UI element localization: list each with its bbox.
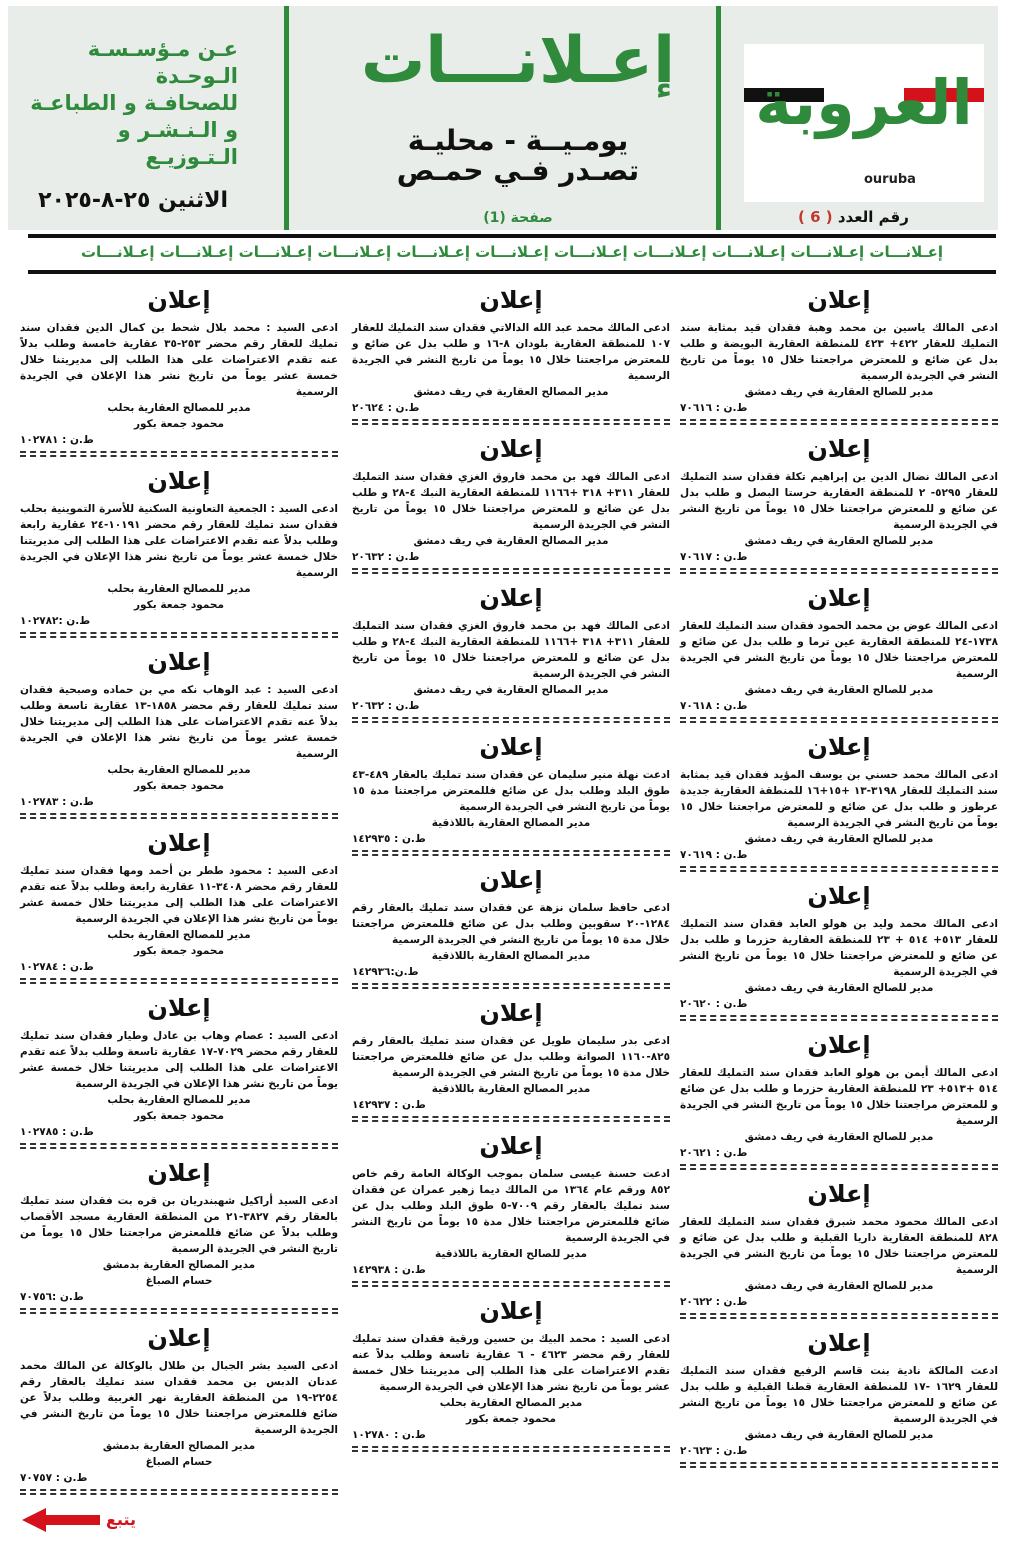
logo-text: العروبة — [755, 66, 973, 139]
ad-signature: مدير للمصالح العقارية بحلب — [107, 929, 251, 941]
ad-separator — [20, 1489, 338, 1495]
ad-signature: مدير للصالح العقارية في ريف دمشق — [744, 982, 934, 994]
ad-signature: مدير المصالح العقارية بحلب — [439, 1397, 583, 1409]
classified-ad — [352, 435, 670, 574]
ad-body: ادعى السيد : محمد بلال شحط بن كمال الدين فقدان سند تمليك للعقار رقم محضر ٢٥٣-٣٥ عقارية خامسة وطلب بدلاً عنه تقدم الاعتراضات على هذا الطلب إلى مديريتنا خلال خمسة عشر يوماً من تاريخ نشر هذا الإعلان في الجريدة الرسمية — [20, 322, 338, 398]
ad-title: إعلان — [807, 286, 871, 314]
subtitle-homs: تصـدر فـي حمـص — [396, 154, 640, 187]
ad-signature: محمود جمعة بكور — [134, 945, 224, 957]
ads-column-right — [680, 286, 998, 1478]
ad-body: ادعى السيد بشر الجبال بن طلال بالوكالة عن المالك محمد عدنان الدبس بن محمد فقدان سند تمليك بالعقار رقم ٢٢٥٤-١٩ من المنطقة العقارية نهر الغربية وطلب بدلاً عن ضائع فللمعترض مراجعتنا خلال ١٥ يوماً من تاريخ النشر في الجريدة الرسمية — [20, 1360, 338, 1436]
continued-indicator — [22, 1506, 152, 1536]
ad-signature: مدير المصالح العقارية في ريف دمشق — [413, 684, 609, 696]
ad-signature: محمود جمعة بكور — [134, 599, 224, 611]
ad-separator — [352, 568, 670, 574]
ad-separator — [352, 419, 670, 425]
ad-title: إعلان — [479, 435, 543, 463]
ad-reference-number: ط.ن : ٢٠٦٢٤ — [352, 402, 420, 414]
publisher-line-3: و الـنـشـر و الـتـوزيـع — [117, 118, 238, 169]
ad-separator — [352, 850, 670, 856]
classified-ad — [352, 286, 670, 425]
ad-separator — [20, 978, 338, 984]
publisher-block — [18, 36, 238, 171]
ad-body: ادعى المالك محمد عبد الله الدالاتي فقدان سند التمليك للعقار ١٠٧ للمنطقة العقارية بلودان ٨-١٦ و طلب بدل عن ضائع و للمعترض مراجعتنا خلال ١٥ يوماً من تاريخ النشر في الجريدة الرسمية — [352, 322, 670, 382]
classified-ad — [20, 286, 338, 457]
ad-separator — [20, 813, 338, 819]
newspaper-logo — [744, 44, 984, 202]
classified-ad — [680, 286, 998, 425]
ad-signature: مدير المصالح العقارية بدمشق — [102, 1440, 256, 1452]
ad-separator — [352, 983, 670, 989]
ad-reference-number: ط.ن : ١٠٢٧٨٥ — [20, 1126, 94, 1138]
ad-separator — [352, 1446, 670, 1452]
ad-signature: مدير للصالح العقارية باللاذقية — [434, 1248, 588, 1260]
ad-reference-number: ط.ن : ٢٠٦٣٢ — [352, 700, 420, 712]
ad-title: إعلان — [479, 866, 543, 894]
ad-signature: مدير للمصالح العقارية بحلب — [107, 402, 251, 414]
issue-number — [798, 208, 909, 226]
ad-title: إعلان — [147, 1159, 211, 1187]
issue-label: رقم العدد — [837, 208, 909, 226]
ad-reference-number: ط.ن :٧٠٧٥٦ — [20, 1291, 84, 1303]
publisher-line-1: عـن مـؤسـسـة الـوحـدة — [87, 37, 238, 88]
ad-title: إعلان — [807, 1180, 871, 1208]
classified-ad — [680, 584, 998, 723]
ad-separator — [20, 1308, 338, 1314]
ad-signature: مدير للصالح العقارية في ريف دمشق — [744, 386, 934, 398]
classified-ad — [352, 733, 670, 856]
ad-body: ادعى المالك فهد بن محمد فاروق الغزي فقدان سند التمليك للعقار ٣١١+ ٣١٨ +١١٦٦ للمنطقة العقارية النبك ٤-٢٨ و طلب بدل عن ضائع و للمعترض مراجعتنا خلال ١٥ يوماً من تاريخ النشر في الجريدة الرسمية — [352, 620, 670, 680]
ad-body: ادعى السيد : محمود ططر بن أحمد ومها فقدان سند تمليك للعقار رقم محضر ٣٤٠٨-١١ عقارية رابعة وطلب بدلاً عنه تقدم الاعتراضات على هذا الطلب إلى مديريتنا خلال خمسة عشر يوماً من تاريخ نشر هذا الإعلان في الجريدة الرسمية — [20, 865, 338, 925]
ad-signature: مدير للمصالح العقارية بحلب — [107, 583, 251, 595]
ad-title: إعلان — [479, 1297, 543, 1325]
issue-value: ( 6 ) — [798, 208, 833, 226]
ad-title: إعلان — [479, 999, 543, 1027]
ad-signature: مدير المصالح العقارية بدمشق — [102, 1259, 256, 1271]
ads-column-middle — [352, 286, 670, 1462]
ad-separator — [680, 1313, 998, 1319]
ad-separator — [352, 1116, 670, 1122]
ad-reference-number: ط.ن : ٧٠٦١٦ — [680, 402, 748, 414]
ad-separator — [680, 1164, 998, 1170]
ad-body: ادعى حافظ سلمان نزهة عن فقدان سند تمليك بالعقار رقم ١٢٨٤-٢٠ سقوبين وطلب بدل عن ضائع فللمعترض مراجعتنا خلال مدة ١٥ يوماً من تاريخ النشر في الجريدة الرسمية — [352, 902, 670, 946]
ad-title: إعلان — [147, 829, 211, 857]
ad-title: إعلان — [147, 994, 211, 1022]
ad-body: ادعى المالك ياسين بن محمد وهبة فقدان قيد بمثابة سند التمليك للعقار ٤٢٢+ ٤٢٣ للمنطقة العقارية البويضة و طلب بدل عن ضائع و للمعترض مراجعتنا خلال ١٥ يوماً من تاريخ النشر في الجريدة الرسمية — [680, 322, 998, 382]
ad-reference-number: ط.ن:١٤٢٩٣٦ — [352, 966, 419, 978]
ad-body: ادعى السيد : الجمعية التعاونية السكنية للأسرة التموينية بحلب فقدان سند تمليك للعقار رقم محضر ١٠١٩١-٢٤ عقارية رابعة وطلب بدلاً عنه تقدم الاعتراضات على هذا الطلب إلى مديريتنا خلال خمسة عشر يوماً من تاريخ نشر هذا الإعلان في الجريدة الرسمية — [20, 503, 338, 579]
ad-body: ادعت المالكة نادية بنت قاسم الرفيع فقدان سند التمليك للعقار ١٦٢٩ -١٧ للمنطقة العقارية قطنا القبلية و طلب بدل عن ضائع و للمعترض مراجعتنا خلال ١٥ يوماً من تاريخ النشر في الجريدة الرسمية — [680, 1365, 999, 1425]
ad-body: ادعى المالك محمد حسني بن يوسف المؤيد فقدان قيد بمثابة سند التمليك للعقار ٣١٩٨-١٣ +١٥+١٦ للمنطقة العقارية جديدة عرطوز و طلب بدل عن ضائع و للمعترض مراجعتنا خلال ١٥ يوماً من تاريخ النشر في الجريدة الرسمية — [680, 769, 998, 829]
issue-date: الاثنين ٢٥-٨-٢٠٢٥ — [38, 188, 228, 213]
masthead — [8, 6, 998, 230]
classified-ad — [680, 1329, 998, 1468]
ad-reference-number: ط.ن : ٧٠٦١٨ — [680, 700, 748, 712]
ad-body: ادعى المالك عوض بن محمد الحمود فقدان سند التمليك للعقار ١٧٣٨-٢٤ للمنطقة العقارية عين ترما و طلب بدل عن ضائع و للمعترض مراجعتنا خلال ١٥ يوماً من تاريخ النشر في الجريدة الرسمية — [680, 620, 998, 680]
ad-reference-number: ط.ن : ٧٠٦١٩ — [680, 849, 748, 861]
ad-signature: محمود جمعة بكور — [134, 780, 224, 792]
ad-body: ادعت حسنة عيسى سلمان بموجب الوكالة العامة رقم خاص ٨٥٢ ورقم عام ١٣٦٤ من المالك ديما زهير عمران عن فقدان سند تمليك بالعقار رقم ٧٠٠٩-٥ طوق البلد وطلب بدل عن ضائع فللمعترض مراجعتنا خلال مدة ١٥ يوماً من تاريخ النشر في الجريدة الرسمية — [352, 1168, 671, 1244]
classified-ad — [680, 882, 998, 1021]
ad-separator — [680, 419, 998, 425]
ad-title: إعلان — [807, 733, 871, 761]
ad-title: إعلان — [479, 1132, 543, 1160]
ad-signature: حسام الصباغ — [145, 1275, 213, 1287]
classified-ad — [20, 1159, 338, 1314]
ad-signature: مدير المصالح العقارية باللاذقية — [431, 817, 591, 829]
classified-ad — [20, 994, 338, 1149]
ad-signature: مدير المصالح العقارية في ريف دمشق — [413, 535, 609, 547]
ad-separator — [680, 866, 998, 872]
classified-ad — [680, 435, 998, 574]
ad-separator — [352, 717, 670, 723]
ad-reference-number: ط.ن : ٢٠٦٢٣ — [680, 1445, 748, 1457]
ad-reference-number: ط.ن : ٢٠٦٣٢ — [352, 551, 420, 563]
arrow-left-icon — [22, 1508, 46, 1532]
ad-body: ادعى المالك محمد وليد بن هولو العابد فقدان سند التمليك للعقار ٥١٣+ ٥١٤ + ٢٣ للمنطقة العقارية حزرما و طلب بدل عن ضائع و للمعترض مراجعتنا خلال ١٥ يوماً من تاريخ النشر في الجريدة الرسمية — [680, 918, 998, 978]
ad-title: إعلان — [807, 1329, 871, 1357]
ad-title: إعلان — [147, 648, 211, 676]
ad-reference-number: ط.ن : ٧٠٦١٧ — [680, 551, 748, 563]
ad-signature: مدير المصالح العقارية باللاذقية — [431, 1083, 591, 1095]
ad-title: إعلان — [147, 467, 211, 495]
ad-body: ادعى المالك فهد بن محمد فاروق الغزي فقدان سند التمليك للعقار ٣١١+ ٣١٨ +١١٦٦ للمنطقة العقارية النبك ٤-٢٨ و طلب بدل عن ضائع و للمعترض مراجعتنا خلال ١٥ يوماً من تاريخ النشر في الجريدة الرسمية — [352, 471, 670, 531]
ad-title: إعلان — [807, 584, 871, 612]
ad-reference-number: ط.ن : ١٠٢٧٨١ — [20, 434, 94, 446]
ad-reference-number: ط.ن : ١٤٢٩٣٥ — [352, 833, 426, 845]
ad-signature: مدير للصالح العقارية في ريف دمشق — [744, 833, 934, 845]
ad-signature: مدير المصالح العقارية باللاذقية — [431, 950, 591, 962]
classified-ad — [352, 999, 670, 1122]
ad-signature: حسام الصباغ — [145, 1456, 213, 1468]
logo-latin-text: ouruba — [864, 172, 916, 187]
ad-title: إعلان — [807, 882, 871, 910]
ad-signature: مدير للصالح العقارية في ريف دمشق — [744, 1131, 934, 1143]
ad-title: إعلان — [807, 435, 871, 463]
classified-ad — [352, 1297, 670, 1452]
ad-signature: مدير المصالح العقارية في ريف دمشق — [413, 386, 609, 398]
ad-reference-number: ط.ن : ١٠٢٧٨٠ — [352, 1429, 426, 1441]
ad-reference-number: ط.ن : ٧٠٧٥٧ — [20, 1472, 88, 1484]
ad-reference-number: ط.ن : ١٠٢٧٨٤ — [20, 961, 94, 973]
ad-title: إعلان — [479, 733, 543, 761]
classified-ad — [680, 1180, 998, 1319]
ad-body: ادعى المالك نضال الدين بن إبراهيم تكلة فقدان سند التمليك للعقار ٥٢٩٥- ٢ للمنطقة العقارية حرستا البصل و طلب بدل عن ضائع و للمعترض مراجعتنا خلال ١٥ يوماً من تاريخ النشر في الجريدة الرسمية — [680, 471, 999, 531]
ad-signature: مدير للمصالح العقارية بحلب — [107, 1094, 251, 1106]
ad-separator — [680, 568, 998, 574]
rule-top — [28, 234, 996, 238]
ad-body: ادعى بدر سليمان طويل عن فقدان سند تمليك بالعقار رقم ٨٢٥-١١٦٠ الصوانة وطلب بدل عن ضائع فللمعترض مراجعتنا خلال مدة ١٥ يوماً من تاريخ النشر في الجريدة الرسمية — [352, 1035, 670, 1079]
ad-reference-number: ط.ن : ٢٠٦٢٢ — [680, 1296, 748, 1308]
ad-separator — [20, 451, 338, 457]
ad-body: ادعت نهلة منير سليمان عن فقدان سند تمليك بالعقار ٤٨٩-٤٣ طوق البلد وطلب بدل عن ضائع فللمعترض مراجعتنا مدة ١٥ يوماً من تاريخ النشر في الجريدة الرسمية — [352, 769, 670, 813]
continued-label: يتبع — [106, 1510, 136, 1529]
ads-banner-strip: إعـلانـــات إعـلانـــات إعـلانـــات إعـلانـــات إعـلانـــات إعـلانـــات إعـلانـــات إعـلانـــات إعـلانـــات إعـلانـــات إعـلانـــات — [80, 243, 944, 261]
classified-ad — [680, 733, 998, 872]
ad-body: ادعى السيد : محمد البيك بن حسين ورقية فقدان سند تمليك للعقار رقم محضر ٤٦٢٣ - ٦ عقارية تاسعة وطلب بدلاً عنه تقدم الاعتراضات على هذا الطلب إلى مديريتنا خلال خمسة عشر يوماً من تاريخ نشر هذا الإعلان في الجريدة الرسمية — [352, 1333, 670, 1393]
ad-title: إعلان — [479, 286, 543, 314]
ad-signature: مدير للصالح العقارية في ريف دمشق — [744, 1429, 934, 1441]
ad-title: إعلان — [147, 1324, 211, 1352]
ad-separator — [352, 1281, 670, 1287]
ad-reference-number: ط.ن : ٢٠٦٢٠ — [680, 998, 748, 1010]
ad-reference-number: ط.ن : ١٤٢٩٣٨ — [352, 1264, 426, 1276]
classified-ad — [680, 1031, 998, 1170]
ad-reference-number: ط.ن : ٢٠٦٢١ — [680, 1147, 748, 1159]
classified-ad — [20, 1324, 338, 1495]
classified-ad — [352, 584, 670, 723]
ads-column-left — [20, 286, 338, 1505]
ad-reference-number: ط.ن :١٠٢٧٨٢ — [20, 615, 91, 627]
ad-separator — [680, 1015, 998, 1021]
ad-body: ادعى السيد : عبد الوهاب نكه مي بن حماده وصبحية فقدان سند تمليك للعقار رقم محضر ١٨٥٨-١٣ عقارية تاسعة وطلب بدلاً عنه تقدم الاعتراضات على هذا الطلب إلى مديريتنا خلال خمسة عشر يوماً من تاريخ نشر هذا الإعلان في الجريدة الرسمية — [20, 684, 338, 760]
page-number: صفحة (1) — [483, 210, 553, 226]
classified-ad — [20, 829, 338, 984]
ad-reference-number: ط.ن : ١٤٢٩٣٧ — [352, 1099, 426, 1111]
ad-signature: مدير للصالح العقارية في ريف دمشق — [744, 684, 934, 696]
ad-signature: محمود جمعة بكور — [134, 1110, 224, 1122]
ad-separator — [20, 632, 338, 638]
classified-ad — [352, 866, 670, 989]
arrow-shaft — [44, 1515, 100, 1525]
ad-title: إعلان — [807, 1031, 871, 1059]
ad-signature: مدير للمصالح العقارية بحلب — [107, 764, 251, 776]
ad-title: إعلان — [479, 584, 543, 612]
section-title: إعـلانـــات — [360, 24, 676, 98]
ad-body: ادعى السيد : عصام وهاب بن عادل وطيار فقدان سند تمليك للعقار رقم محضر ٧٠٢٩-١٧ عقارية تاسعة وطلب بدلاً عنه تقدم الاعتراضات على هذا الطلب إلى مديريتنا خلال خمسة عشر يوماً من تاريخ نشر هذا الإعلان في الجريدة الرسمية — [20, 1030, 338, 1090]
classified-ad — [20, 467, 338, 638]
ad-signature: محمود جمعة بكور — [134, 418, 224, 430]
ad-separator — [680, 1462, 998, 1468]
ad-reference-number: ط.ن : ١٠٢٧٨٣ — [20, 796, 94, 808]
ad-body: ادعى المالك محمود محمد شبرق فقدان سند التمليك للعقار ٨٢٨ للمنطقة العقارية داريا القبلية و طلب بدل عن ضائع و للمعترض مراجعتنا خلال ١٥ يوماً من تاريخ النشر في الجريدة الرسمية — [680, 1216, 998, 1276]
ad-signature: محمود جمعة بكور — [466, 1413, 556, 1425]
subtitle-daily-local: يومـيــة - محليـة — [407, 124, 629, 157]
ad-signature: مدير للصالح العقارية في ريف دمشق — [744, 1280, 934, 1292]
classified-ad — [352, 1132, 670, 1287]
ad-body: ادعى السيد أراكيل شهبندريان بن قره بت فقدان سند تمليك بالعقار رقم ٣٨٢٧-٢١ من المنطقة العقارية مسجد الأقصاب وطلب بدلاً عن ضائع فللمعترض مراجعتنا خلال ١٥ يوماً من تاريخ النشر في الجريدة الرسمية — [20, 1195, 339, 1255]
masthead-divider-left — [284, 6, 289, 230]
ad-body: ادعى المالك أيمن بن هولو العابد فقدان سند التمليك للعقار ٥١٤ +٥١٣+ ٢٣ للمنطقة العقارية حزرما و طلب بدل عن ضائع و للمعترض مراجعتنا خلال ١٥ يوماً من تاريخ النشر في الجريدة الرسمية — [680, 1067, 998, 1127]
ad-separator — [20, 1143, 338, 1149]
ad-separator — [680, 717, 998, 723]
publisher-line-2: للصحافـة و الطباعـة — [30, 91, 238, 115]
ad-title: إعلان — [147, 286, 211, 314]
ad-signature: مدير للصالح العقارية في ريف دمشق — [744, 535, 934, 547]
rule-bottom — [28, 270, 996, 274]
classified-ad — [20, 648, 338, 819]
